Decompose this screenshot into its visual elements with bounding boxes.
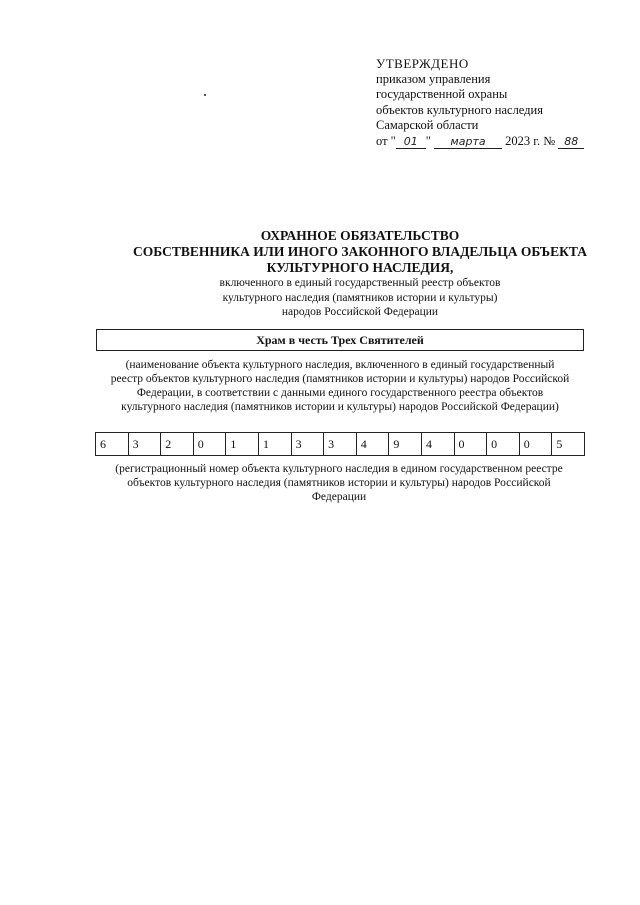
reg-digit-cell: 6: [96, 433, 129, 455]
document-subtitle: [100, 276, 620, 320]
reg-digit-cell: 9: [389, 433, 422, 455]
date-month-handwritten: марта: [434, 135, 502, 149]
reg-digit-cell: 3: [292, 433, 325, 455]
approval-date-line: [376, 134, 606, 150]
reg-digit-cell: 5: [556, 437, 563, 451]
order-number-handwritten: 88: [558, 135, 584, 149]
title-line-1: ОХРАННОЕ ОБЯЗАТЕЛЬСТВО: [260, 228, 460, 243]
object-name-caption: [100, 358, 580, 414]
name-caption-line-4: культурного наследия (памятников истории и культуры) народов Российской Федерации): [121, 401, 559, 413]
approval-line-1: приказом управления: [376, 71, 491, 86]
reg-digit-cell: 1: [226, 433, 259, 455]
name-caption-line-3: Федерации, в соответствии с данными единого государственного реестра объектов: [136, 387, 544, 399]
title-line-2: СОБСТВЕННИКА ИЛИ ИНОГО ЗАКОННОГО ВЛАДЕЛЬЦА ОБЪЕКТА: [133, 244, 587, 259]
reg-digit-cell: 2: [161, 433, 194, 455]
name-caption-line-1: (наименование объекта культурного наследия, включенного в единый государственный: [125, 359, 555, 371]
reg-digit-cell: 0: [520, 433, 553, 455]
approval-line-2: государственной охраны: [376, 87, 508, 101]
reg-digit-cell: 0: [455, 433, 488, 455]
reg-caption-line-2: объектов культурного наследия (памятников истории и культуры) народов Российской: [127, 477, 551, 489]
approval-heading: УТВЕРЖДЕНО: [376, 56, 469, 71]
approval-stamp-block: [376, 56, 606, 149]
registration-number-cells: [95, 432, 585, 456]
reg-digit-cell: 3: [129, 433, 162, 455]
document-title: [100, 228, 620, 276]
date-prefix: от ": [376, 133, 396, 148]
reg-digit-cell: 4: [422, 433, 455, 455]
subtitle-line-1: включенного в единый государственный реестр объектов: [219, 277, 501, 289]
date-day-handwritten: 01: [396, 135, 426, 149]
reg-digit-cell: 0: [487, 433, 520, 455]
subtitle-line-3: народов Российской Федерации: [281, 306, 439, 318]
reg-digit-cell: 3: [324, 433, 357, 455]
approval-line-3: объектов культурного наследия: [376, 102, 543, 117]
reg-digit-cell: 0: [194, 433, 227, 455]
scan-speck: [204, 94, 206, 96]
subtitle-line-2: культурного наследия (памятников истории и культуры): [222, 291, 498, 304]
reg-caption-line-1: (регистрационный номер объекта культурного наследия в едином государственном реестре: [115, 463, 563, 475]
date-year: 2023 г. №: [505, 133, 556, 148]
title-line-3: КУЛЬТУРНОГО НАСЛЕДИЯ,: [266, 260, 454, 275]
object-name-field: Храм в честь Трех Святителей: [96, 329, 584, 351]
reg-digit-cell: 4: [357, 433, 390, 455]
reg-digit-cell: 1: [259, 433, 292, 455]
registration-number-caption: [96, 462, 582, 504]
approval-line-4: Самарской области: [376, 118, 479, 132]
name-caption-line-2: реестр объектов культурного наследия (памятников истории и культуры) народов Российской: [110, 373, 570, 385]
reg-caption-line-3: Федерации: [311, 491, 367, 503]
date-quote: ": [425, 133, 431, 148]
